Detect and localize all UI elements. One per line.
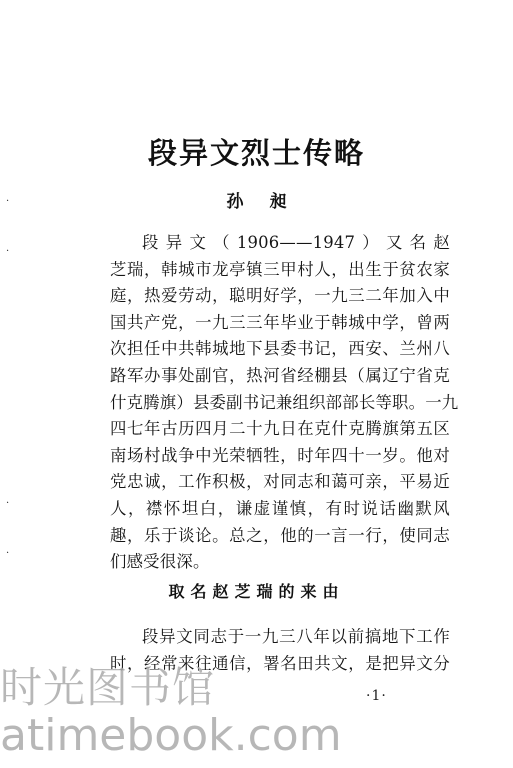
watermark-chinese: 时光图书馆 [0, 663, 216, 712]
paragraph-line: 次担任中共韩城地下县委书记，西安、兰州八 [110, 339, 450, 359]
page-number: ·1· [366, 688, 387, 704]
paragraph-line: 人，襟怀坦白，谦虚谨慎，有时说话幽默风 [110, 498, 450, 518]
article-title: 段异文烈士传略 [147, 136, 365, 170]
paragraph-line: 庭，热爱劳动，聪明好学，一九三二年加入中 [110, 286, 450, 306]
paragraph-line: 党忠诚，工作积极，对同志和蔼可亲，平易近 [110, 472, 450, 492]
paragraph-line: 南场村战争中光荣牺牲，时年四十一岁。他对 [110, 445, 450, 465]
paragraph-line: 时，经常来往通信，署名田共文，是把异文分 [110, 653, 450, 673]
paragraph-line: 四七年古历四月二十九日在克什克腾旗第五区 [110, 419, 450, 439]
paragraph-line: 趣，乐于谈论。总之，他的一言一行，使同志 [110, 525, 450, 545]
margin-mark: · [6, 498, 10, 509]
paragraph-line: 们感受很深。 [110, 552, 210, 572]
paragraph-line: 什克腾旗）县委副书记兼组织部部长等职。一九 [110, 392, 459, 412]
paragraph-line: 芝瑞，韩城市龙亭镇三甲村人，出生于贫农家 [110, 259, 450, 279]
paragraph-line: 段异文（1906——1947）又名赵 [142, 233, 450, 252]
article-author: 孙昶 [226, 192, 313, 212]
paragraph-line: 路军办事处副官，热河省经棚县（属辽宁省克 [110, 365, 450, 385]
paragraph-line: 段异文同志于一九三八年以前搞地下工作 [142, 627, 450, 646]
biography-paragraph [110, 230, 459, 576]
paragraph-line: 国共产党，一九三三年毕业于韩城中学，曾两 [110, 312, 450, 332]
section-heading: 取名赵芝瑞的来由 [168, 582, 345, 601]
margin-mark: · [6, 548, 10, 559]
margin-mark: · [6, 196, 10, 207]
watermark-english: atimebook.com [0, 710, 342, 761]
margin-mark: · [6, 246, 10, 257]
